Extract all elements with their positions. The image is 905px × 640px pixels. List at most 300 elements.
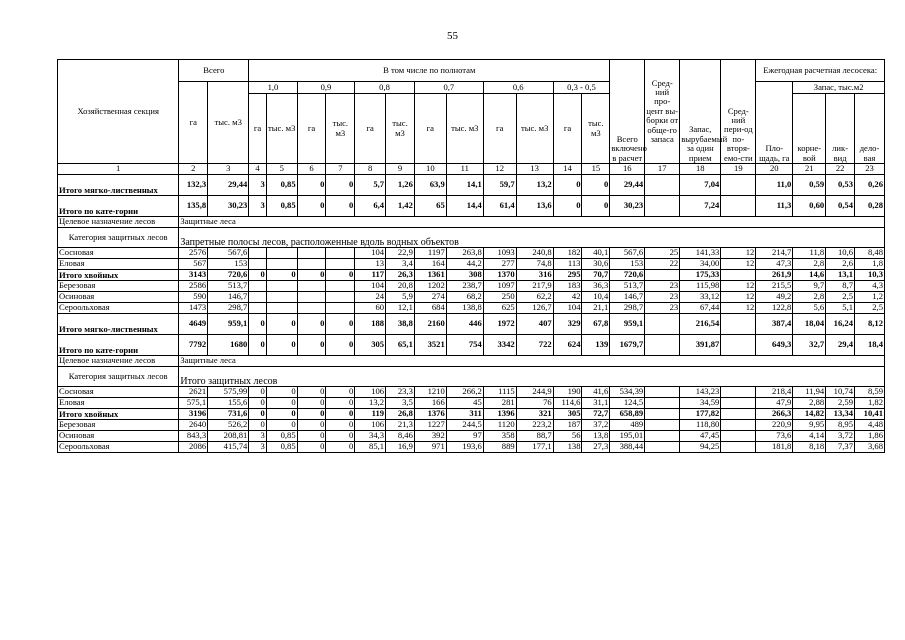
value-cell: 526,2: [208, 420, 249, 431]
value-cell: [266, 281, 297, 292]
value-cell: 274: [414, 292, 446, 303]
value-cell: 3,72: [826, 431, 855, 442]
row-name: Еловая: [58, 259, 179, 270]
value-cell: 114,6: [553, 398, 582, 409]
value-cell: 0,26: [855, 175, 885, 196]
value-cell: 65,1: [386, 335, 415, 356]
value-cell: 1,26: [386, 175, 415, 196]
value-cell: 513,7: [610, 281, 645, 292]
value-cell: 277: [483, 259, 516, 270]
value-cell: 18,04: [793, 314, 826, 335]
value-cell: 115,98: [680, 281, 721, 292]
column-number: 5: [266, 164, 297, 175]
value-cell: 12,1: [386, 303, 415, 314]
value-cell: 218,4: [756, 387, 793, 398]
value-cell: 11,0: [756, 175, 793, 196]
value-cell: 94,25: [680, 442, 721, 453]
value-cell: 0: [297, 420, 326, 431]
row-label: Целевое назначение лесов: [58, 356, 179, 367]
value-cell: 23,3: [386, 387, 415, 398]
value-cell: 29,44: [208, 175, 249, 196]
row-label: Целевое назначение лесов: [58, 217, 179, 228]
value-cell: [721, 175, 756, 196]
value-cell: 0: [266, 398, 297, 409]
value-cell: 220,9: [756, 420, 793, 431]
value-cell: 1370: [483, 270, 516, 281]
value-cell: 6,4: [355, 196, 386, 217]
value-cell: 85,1: [355, 442, 386, 453]
value-cell: 181,8: [756, 442, 793, 453]
value-cell: 47,9: [756, 398, 793, 409]
value-cell: 0: [326, 335, 355, 356]
value-cell: 754: [446, 335, 483, 356]
value-cell: 2,59: [826, 398, 855, 409]
value-cell: 0: [297, 196, 326, 217]
value-cell: 0,85: [266, 196, 297, 217]
value-cell: [297, 259, 326, 270]
value-cell: 3: [249, 175, 266, 196]
value-cell: 30,6: [582, 259, 610, 270]
value-cell: 67,44: [680, 303, 721, 314]
value-cell: 122,8: [756, 303, 793, 314]
value-cell: 624: [553, 335, 582, 356]
value-cell: 33,12: [680, 292, 721, 303]
value-cell: 1115: [483, 387, 516, 398]
value-cell: 7792: [179, 335, 208, 356]
value-cell: 392: [414, 431, 446, 442]
value-cell: 244,9: [516, 387, 553, 398]
header-total-incl: Всего включено в расчет: [610, 60, 645, 164]
value-cell: [645, 335, 680, 356]
value-cell: 308: [446, 270, 483, 281]
value-cell: 155,6: [208, 398, 249, 409]
value-cell: 10,41: [855, 409, 885, 420]
h-ha: га: [483, 94, 516, 164]
value-cell: [721, 387, 756, 398]
row-label: Категория защитных лесов: [58, 228, 179, 248]
value-cell: 124,5: [610, 398, 645, 409]
density-2: 0,9: [297, 82, 355, 94]
value-cell: 214,7: [756, 248, 793, 259]
table-row: [58, 442, 885, 453]
header-root: корне-вой: [793, 94, 826, 164]
h-ha: га: [297, 94, 326, 164]
value-cell: 625: [483, 303, 516, 314]
value-cell: 1473: [179, 303, 208, 314]
value-cell: 2621: [179, 387, 208, 398]
value-cell: 14,82: [793, 409, 826, 420]
value-cell: 68,2: [446, 292, 483, 303]
value-cell: 387,4: [756, 314, 793, 335]
row-name: Сероольховая: [58, 442, 179, 453]
value-cell: 13,2: [355, 398, 386, 409]
value-cell: 47,3: [756, 259, 793, 270]
value-cell: 266,2: [446, 387, 483, 398]
value-cell: [297, 303, 326, 314]
value-cell: 0: [249, 420, 266, 431]
value-cell: 72,7: [582, 409, 610, 420]
value-cell: 3196: [179, 409, 208, 420]
header-annual: Ежегодная расчетная лесосека:: [756, 60, 885, 82]
value-cell: 0: [266, 314, 297, 335]
value-cell: 14,6: [793, 270, 826, 281]
column-number: 15: [582, 164, 610, 175]
value-cell: 0,59: [793, 175, 826, 196]
value-cell: 126,7: [516, 303, 553, 314]
column-number: 13: [516, 164, 553, 175]
value-cell: 21,1: [582, 303, 610, 314]
column-number: 2: [179, 164, 208, 175]
column-number: 20: [756, 164, 793, 175]
value-cell: [249, 281, 266, 292]
value-cell: 0: [297, 431, 326, 442]
value-cell: 164: [414, 259, 446, 270]
value-cell: 0: [326, 409, 355, 420]
value-cell: 9,7: [793, 281, 826, 292]
row-name: Итого по кате-гории: [58, 196, 179, 217]
value-cell: 190: [553, 387, 582, 398]
value-cell: 117: [355, 270, 386, 281]
value-cell: 119: [355, 409, 386, 420]
value-cell: 1376: [414, 409, 446, 420]
value-cell: 250: [483, 292, 516, 303]
table-row: [58, 356, 885, 367]
value-cell: 73,6: [756, 431, 793, 442]
value-cell: 16,24: [826, 314, 855, 335]
value-cell: 843,3: [179, 431, 208, 442]
value-cell: 44,2: [446, 259, 483, 270]
value-cell: 106: [355, 420, 386, 431]
value-cell: 0,85: [266, 431, 297, 442]
value-cell: 113: [553, 259, 582, 270]
value-cell: 34,00: [680, 259, 721, 270]
value-cell: 281: [483, 398, 516, 409]
h-m3: тыс. м3: [266, 94, 297, 164]
value-cell: 182: [553, 248, 582, 259]
value-cell: 175,33: [680, 270, 721, 281]
value-cell: 42: [553, 292, 582, 303]
value-cell: 0: [582, 196, 610, 217]
density-3: 0,8: [355, 82, 415, 94]
value-cell: 29,44: [610, 175, 645, 196]
value-cell: [266, 303, 297, 314]
value-cell: 3: [249, 196, 266, 217]
value-cell: 2,6: [826, 259, 855, 270]
value-cell: [249, 292, 266, 303]
value-cell: 67,8: [582, 314, 610, 335]
value-cell: 8,59: [855, 387, 885, 398]
table-row: [58, 228, 885, 248]
column-number: 21: [793, 164, 826, 175]
value-cell: 27,3: [582, 442, 610, 453]
value-cell: 5,9: [386, 292, 415, 303]
value-cell: 40,1: [582, 248, 610, 259]
header-business: дело-вая: [855, 94, 885, 164]
value-cell: 959,1: [208, 314, 249, 335]
value-cell: 238,7: [446, 281, 483, 292]
value-cell: 8,12: [855, 314, 885, 335]
value-cell: 59,7: [483, 175, 516, 196]
value-cell: 12: [721, 303, 756, 314]
h-ha: га: [414, 94, 446, 164]
row-label-value: Итого защитных лесов: [179, 367, 885, 387]
value-cell: 37,2: [582, 420, 610, 431]
value-cell: [645, 314, 680, 335]
value-cell: 1093: [483, 248, 516, 259]
value-cell: 0: [297, 387, 326, 398]
value-cell: 13,6: [516, 196, 553, 217]
value-cell: 135,8: [179, 196, 208, 217]
value-cell: 7,24: [680, 196, 721, 217]
value-cell: 0: [326, 442, 355, 453]
value-cell: 118,80: [680, 420, 721, 431]
value-cell: 388,44: [610, 442, 645, 453]
value-cell: 0: [249, 398, 266, 409]
value-cell: 104: [553, 303, 582, 314]
value-cell: 11,3: [756, 196, 793, 217]
value-cell: 567: [179, 259, 208, 270]
value-cell: [326, 281, 355, 292]
value-cell: [326, 248, 355, 259]
value-cell: 0: [266, 335, 297, 356]
value-cell: [721, 409, 756, 420]
h-m3: тыс. м3: [386, 94, 415, 164]
value-cell: [297, 281, 326, 292]
column-number: 9: [386, 164, 415, 175]
column-number: 3: [208, 164, 249, 175]
h-m3: тыс. м3: [326, 94, 355, 164]
table-row: [58, 175, 885, 196]
value-cell: 183: [553, 281, 582, 292]
value-cell: 4649: [179, 314, 208, 335]
value-cell: 4,48: [855, 420, 885, 431]
value-cell: 7,04: [680, 175, 721, 196]
header-total-m3: тыс. м3: [208, 82, 249, 164]
value-cell: 10,4: [582, 292, 610, 303]
value-cell: 489: [610, 420, 645, 431]
density-5: 0,6: [483, 82, 553, 94]
h-m3: тыс. м3: [516, 94, 553, 164]
value-cell: 188: [355, 314, 386, 335]
value-cell: 0: [553, 196, 582, 217]
row-name: Сосновая: [58, 387, 179, 398]
row-name: Осиновая: [58, 431, 179, 442]
value-cell: [721, 196, 756, 217]
value-cell: 12: [721, 281, 756, 292]
value-cell: 29,4: [826, 335, 855, 356]
value-cell: 0,85: [266, 442, 297, 453]
column-number: 12: [483, 164, 516, 175]
value-cell: [721, 270, 756, 281]
value-cell: 0: [326, 398, 355, 409]
value-cell: 446: [446, 314, 483, 335]
value-cell: 720,6: [610, 270, 645, 281]
value-cell: 26,8: [386, 409, 415, 420]
value-cell: 23: [645, 281, 680, 292]
value-cell: 1,42: [386, 196, 415, 217]
value-cell: 1680: [208, 335, 249, 356]
header-liquid: лик-вид: [826, 94, 855, 164]
value-cell: 5,1: [826, 303, 855, 314]
value-cell: 34,3: [355, 431, 386, 442]
value-cell: 22: [645, 259, 680, 270]
value-cell: [645, 175, 680, 196]
value-cell: 1679,7: [610, 335, 645, 356]
value-cell: [326, 292, 355, 303]
value-cell: 4,14: [793, 431, 826, 442]
table-row: [58, 248, 885, 259]
value-cell: [721, 314, 756, 335]
value-cell: 25: [645, 248, 680, 259]
value-cell: 0: [297, 442, 326, 453]
value-cell: 223,2: [516, 420, 553, 431]
value-cell: 153: [208, 259, 249, 270]
value-cell: 3: [249, 442, 266, 453]
value-cell: 11,8: [793, 248, 826, 259]
header-section: Хозяйственная секция: [58, 60, 179, 164]
row-name: Осиновая: [58, 292, 179, 303]
value-cell: 513,7: [208, 281, 249, 292]
column-number: 14: [553, 164, 582, 175]
column-number: 4: [249, 164, 266, 175]
value-cell: 658,89: [610, 409, 645, 420]
value-cell: 146,7: [208, 292, 249, 303]
value-cell: 1,8: [855, 259, 885, 270]
row-name: Еловая: [58, 398, 179, 409]
value-cell: 358: [483, 431, 516, 442]
value-cell: 1396: [483, 409, 516, 420]
column-number: 8: [355, 164, 386, 175]
value-cell: 0: [582, 175, 610, 196]
table-row: [58, 259, 885, 270]
value-cell: [326, 303, 355, 314]
value-cell: 8,7: [826, 281, 855, 292]
value-cell: [721, 431, 756, 442]
value-cell: 0: [297, 335, 326, 356]
value-cell: 2640: [179, 420, 208, 431]
value-cell: 30,23: [208, 196, 249, 217]
value-cell: 14,1: [446, 175, 483, 196]
header-stock-thous: Запас, тыс.м2: [793, 82, 885, 94]
value-cell: 3,5: [386, 398, 415, 409]
value-cell: 305: [355, 335, 386, 356]
value-cell: 195,01: [610, 431, 645, 442]
value-cell: 0: [266, 409, 297, 420]
row-label-value: Защитные леса: [179, 217, 885, 228]
value-cell: 56: [553, 431, 582, 442]
table-row: [58, 431, 885, 442]
value-cell: 731,6: [208, 409, 249, 420]
value-cell: 65: [414, 196, 446, 217]
h-m3: тыс. м3: [582, 94, 610, 164]
value-cell: 0: [249, 270, 266, 281]
value-cell: 74,8: [516, 259, 553, 270]
value-cell: 1120: [483, 420, 516, 431]
value-cell: 0: [249, 409, 266, 420]
value-cell: [249, 248, 266, 259]
value-cell: 415,74: [208, 442, 249, 453]
value-cell: 3143: [179, 270, 208, 281]
header-total-ha: га: [179, 82, 208, 164]
value-cell: 0: [326, 314, 355, 335]
value-cell: 9,95: [793, 420, 826, 431]
header-area: Пло-щадь, га: [756, 82, 793, 164]
value-cell: 575,1: [179, 398, 208, 409]
value-cell: [266, 259, 297, 270]
value-cell: [645, 420, 680, 431]
value-cell: 391,87: [680, 335, 721, 356]
value-cell: 12: [721, 259, 756, 270]
value-cell: 263,8: [446, 248, 483, 259]
value-cell: 889: [483, 442, 516, 453]
value-cell: [645, 270, 680, 281]
value-cell: [645, 409, 680, 420]
forest-table: [57, 59, 885, 453]
column-number: 17: [645, 164, 680, 175]
column-number: 18: [680, 164, 721, 175]
value-cell: 1972: [483, 314, 516, 335]
value-cell: 0: [297, 398, 326, 409]
value-cell: 10,74: [826, 387, 855, 398]
h-ha: га: [553, 94, 582, 164]
value-cell: 26,3: [386, 270, 415, 281]
h-m3: тыс. м3: [446, 94, 483, 164]
value-cell: 177,82: [680, 409, 721, 420]
value-cell: 30,23: [610, 196, 645, 217]
value-cell: 0: [297, 270, 326, 281]
value-cell: 88,7: [516, 431, 553, 442]
value-cell: 208,81: [208, 431, 249, 442]
value-cell: 316: [516, 270, 553, 281]
value-cell: 132,3: [179, 175, 208, 196]
value-cell: 1,82: [855, 398, 885, 409]
column-number: 16: [610, 164, 645, 175]
value-cell: [266, 248, 297, 259]
value-cell: 305: [553, 409, 582, 420]
value-cell: 407: [516, 314, 553, 335]
value-cell: 1,86: [855, 431, 885, 442]
density-6: 0,3 - 0,5: [553, 82, 610, 94]
value-cell: 13,2: [516, 175, 553, 196]
value-cell: 8,48: [855, 248, 885, 259]
value-cell: 1197: [414, 248, 446, 259]
value-cell: 20,8: [386, 281, 415, 292]
value-cell: 567,6: [610, 248, 645, 259]
value-cell: 261,9: [756, 270, 793, 281]
value-cell: [297, 292, 326, 303]
value-cell: 2,5: [855, 303, 885, 314]
value-cell: 76: [516, 398, 553, 409]
value-cell: 32,7: [793, 335, 826, 356]
value-cell: 2,88: [793, 398, 826, 409]
value-cell: 2,5: [826, 292, 855, 303]
value-cell: 0: [297, 409, 326, 420]
value-cell: 166: [414, 398, 446, 409]
table-row: [58, 367, 885, 387]
value-cell: 7,37: [826, 442, 855, 453]
value-cell: 575,99: [208, 387, 249, 398]
row-name: Итого мягко-лиственных: [58, 175, 179, 196]
value-cell: 36,3: [582, 281, 610, 292]
value-cell: 216,54: [680, 314, 721, 335]
value-cell: 45: [446, 398, 483, 409]
value-cell: 3: [249, 431, 266, 442]
value-cell: 1227: [414, 420, 446, 431]
value-cell: 11,94: [793, 387, 826, 398]
value-cell: [721, 335, 756, 356]
value-cell: [645, 431, 680, 442]
table-row: [58, 398, 885, 409]
